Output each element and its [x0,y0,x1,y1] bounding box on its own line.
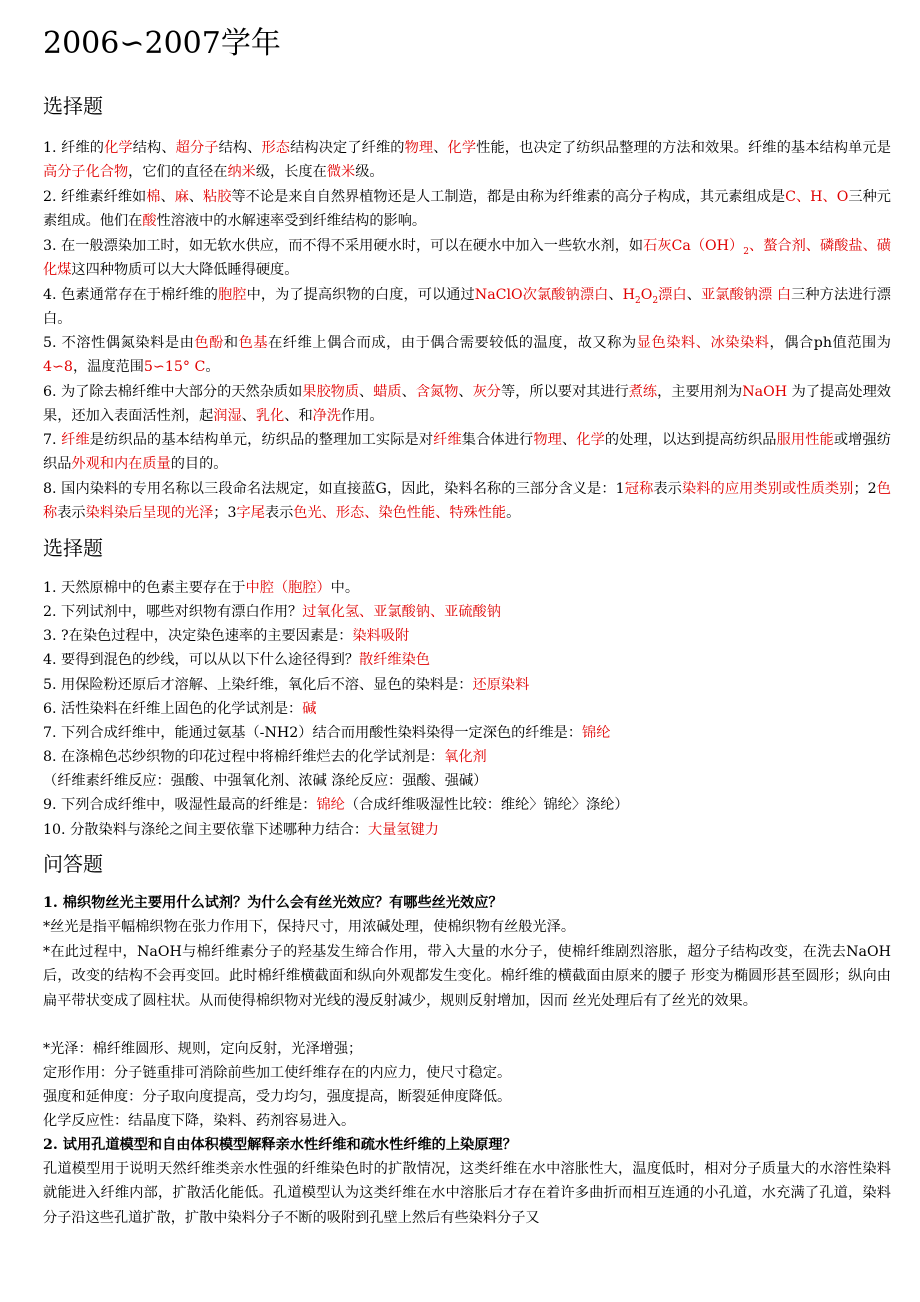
answer-run: 2 [743,246,749,257]
text-run: 结构决定了纤维的 [290,140,405,156]
answer-run: 染料吸附 [352,628,410,644]
answer-run: 2 [635,295,641,306]
text-run: 。 [506,505,521,522]
text-run: 、 [401,384,416,400]
text-run: *在此过程中，NaOH与棉纤维素分子的羟基发生缔合作用，带入大量的水分子，使棉纤维剧烈溶胀，超分子结构改变，在洗去NaOH后，改变的结构不会再变回。此时棉纤维横截面和纵向外观都发生变化。棉纤维的横截面由原来的腰子 形变为椭圆形甚至圆形；纵向由扁平带状变成了圆柱状。从而使得棉织物对光线的漫反射减少，规则反射增加，因而 丝光处理后有了丝光的效果。 [43,944,891,1009]
text-run: 、 [188,189,204,205]
answer-run: 果胶物质 [302,384,360,400]
text-run: 等不论是来自自然界植物还是人工制造，都是由称为纤维素的高分子构成，其元素组成是 [231,189,786,205]
text-run: 8. 在涤棉色芯纱织物的印花过程中将棉纤维烂去的化学试剂是： [43,749,445,765]
answer-run: 超分子 [175,140,219,156]
page-title: 2006∽2007学年 [43,26,281,61]
qa-answer-1d [43,1061,511,1085]
s1-item-8 [43,477,891,526]
s2-item-3 [43,624,409,648]
text-run: 等，所以要对其进行 [501,384,629,400]
answer-run: 过氧化氢、亚氯酸钠、亚硫酸钠 [302,604,501,620]
answer-run: 色称 [43,481,891,522]
s2-item-2 [43,600,501,624]
text-run: 、 [359,384,374,400]
text-run: 、和 [284,408,313,425]
text-run: 表示 [57,505,86,522]
text-run: ，偶合ph值范围为 [769,335,891,351]
text-run: 、 [561,432,577,448]
answer-run: 粘胶 [203,189,232,205]
text-run: 集合体进行 [461,432,534,448]
answer-run: 高分子化合物 [43,164,129,181]
s2-item-5 [43,673,529,697]
text-run: *光泽：棉纤维圆形、规则，定向反射，光泽增强； [43,1041,363,1057]
answer-run: 纤维 [61,432,90,448]
answer-run: 煮练 [628,384,658,400]
text-run: ，它们的直径在 [128,164,228,181]
answer-run: 锦纶 [582,725,611,741]
answer-run: 酸 [142,213,157,230]
text-run: 8. 国内染料的专用名称以三段命名法规定，如直接蓝G，因此，染料名称的三部分含义是：1 [43,481,625,497]
answer-run: 、 [748,238,764,254]
text-run: 级，长度在 [255,164,327,181]
text-run: 、 [160,189,175,205]
section-heading-choice-1: 选择题 [43,94,103,118]
text-run: 、 [686,287,701,303]
answer-run: 显色染料、冰染染料 [636,335,770,351]
text-run: 作用。 [341,408,384,425]
text-run: 4. 要得到混色的纱线，可以从以下什么途径得到？ [43,652,359,668]
answer-run: 净洗 [312,408,342,425]
answer-run: 4∽8 [43,359,73,376]
text-run: 1. 天然原棉中的色素主要存在于 [43,580,246,596]
answer-run: 2 [652,295,659,306]
answer-run: 棉 [146,189,161,205]
answer-run: 锦纶 [316,797,345,813]
answer-run: 石灰Ca（OH） [643,238,744,254]
section-heading-choice-2: 选择题 [43,536,103,560]
qa-answer-1e [43,1085,511,1109]
s1-item-4 [43,283,891,332]
text-run: 性能，也决定了纺织品整理的方法和效果。纤维的基本结构单元是 [476,140,891,156]
text-run: 中，为了提高织物的白度，可以通过 [246,287,475,303]
text-run: 6. 为了除去棉纤维中大部分的天然杂质如 [43,384,303,400]
answer-run: 物理 [533,432,562,448]
text-run: 10. 分散染料与涤纶之间主要依靠下述哪种力结合： [43,822,369,838]
text-run: 7. 下列合成纤维中，能通过氨基（-NH2）结合而用酸性染料染得一定深色的纤维是： [43,725,583,741]
text-run: ，温度范围 [72,359,144,376]
text-run: 是纺织品的基本结构单元，纺织品的整理加工实际是对 [89,432,434,448]
text-run: 和 [223,335,239,351]
qa-question-1 [43,891,503,915]
answer-run: 染料的应用类别或性质类别 [681,481,854,497]
answer-run: 纤维 [433,432,462,448]
qa-answer-1f [43,1109,355,1133]
answer-run: NaOH [742,384,788,400]
s2-item-7 [43,721,610,745]
answer-run: 含氮物 [415,384,459,400]
answer-run: NaClO次氯酸钠漂白 [474,287,609,303]
text-run: 性溶液中的水解速率受到纤维结构的影响。 [156,213,427,230]
text-run: 孔道模型用于说明天然纤维类亲水性强的纤维染色时的扩散情况，这类纤维在水中溶胀性大，温度低时，相对分子质量大的水溶性染料就能进入纤维内部，扩散活化能低。孔道模型认为这类纤维在水中溶胀后才存在着许多曲折而相互连通的小孔道，水充满了孔道，染料分子沿这些孔道扩散，扩散中染料分子不断的吸附到孔壁上然后有些染料分子又 [43,1161,891,1226]
text-run: 定形作用：分子链重排可消除前些加工使纤维存在的内应力，使尺寸稳定。 [43,1065,512,1081]
answer-run: 字尾 [236,505,265,522]
text-run: 三种元素组成。他们在 [43,189,891,230]
answer-run: 碱 [302,701,317,717]
answer-run: 螯合剂、磷酸盐、磺化煤 [43,238,891,279]
answer-run: 5∽15° C [143,359,206,376]
text-run: *丝光是指平幅棉织物在张力作用下，保持尺寸，用浓碱处理，使棉织物有丝般光泽。 [43,919,576,935]
s2-item-8-note [43,769,487,793]
text-run: 5. 用保险粉还原后才溶解、上染纤维，氧化后不溶、显色的染料是： [43,677,473,693]
text-run: 为了提高处理效果，还加入表面活性剂，起 [43,384,891,425]
text-run: 9. 下列合成纤维中，吸湿性最高的纤维是： [43,797,317,813]
text-run: 、 [458,384,473,400]
s1-item-3 [43,234,891,283]
text-run: 的处理，以达到提高纺织品 [604,432,777,448]
text-run: 3. 在一般漂染加工时，如无软水供应，而不得不采用硬水时，可以在硬水中加入一些软水剂，如 [43,238,644,254]
answer-run: C、H、O [785,189,849,205]
answer-run: 纳米 [227,164,256,181]
s2-item-6 [43,697,316,721]
text-run: 表示 [653,481,682,497]
text-run: 强度和延伸度：分子取向度提高，受力均匀，强度提高，断裂延伸度降低。 [43,1089,512,1105]
qa-answer-1a [43,915,575,939]
text-run: 在纤维上偶合而成，由于偶合需要较低的温度，故又称为 [268,335,637,351]
text-run: 结构、 [132,140,176,156]
text-run: 6. 活性染料在纤维上固色的化学试剂是： [43,701,303,717]
text-run: ，主要用剂为 [657,384,743,400]
answer-run: 散纤维染色 [359,652,430,668]
answer-run: 润湿 [213,408,242,425]
answer-run: 漂白 [658,287,687,303]
text-run: 、 [433,140,448,156]
qa-answer-1b [43,940,891,1013]
text-run: 级。 [355,164,384,181]
s1-item-7 [43,428,891,477]
text-run: 7. [43,432,62,448]
s1-item-6 [43,380,891,429]
text-run: 结构、 [218,140,262,156]
s1-item-5 [43,331,891,380]
section-heading-qa: 问答题 [43,852,103,876]
bold-run: 1. 棉织物丝光主要用什么试剂？为什么会有丝光效应？有哪些丝光效应？ [43,895,503,911]
text-run: ；2 [853,481,877,497]
text-run: 、 [241,408,256,425]
answer-run: 冠称 [624,481,654,497]
answer-run: 色光、形态、染色性能、特殊性能 [293,505,507,522]
text-run: 或增强纺织品 [43,432,891,473]
answer-run: 大量氢键力 [368,822,439,838]
qa-question-2 [43,1133,517,1157]
text-run: 5. 不溶性偶氮染料是由 [43,335,195,351]
answer-run: 化学 [104,140,133,156]
s2-item-9 [43,793,629,817]
answer-run: 外观和内在质量 [71,456,171,473]
s2-item-10 [43,818,439,842]
text-run: 2. 纤维素纤维如 [43,189,147,205]
text-run: 中。 [330,580,360,596]
text-run: 2. 下列试剂中，哪些对织物有漂白作用？ [43,604,303,620]
bold-run: 2. 试用孔道模型和自由体积模型解释亲水性纤维和疏水性纤维的上染原理？ [43,1137,517,1153]
answer-run: H [622,287,635,303]
text-run: ；3 [213,505,237,522]
text-run: 3. ?在染色过程中，决定染色速率的主要因素是： [43,628,353,644]
answer-run: 乳化 [255,408,285,425]
s2-item-8 [43,745,487,769]
text-run: （纤维素纤维反应：强酸、中强氧化剂、浓碱 涤纶反应：强酸、强碱） [43,773,488,789]
text-run: 4. 色素通常存在于棉纤维的 [43,287,219,303]
answer-run: 灰分 [472,384,501,400]
answer-run: 胞腔 [218,287,247,303]
text-run: 1. 纤维的 [43,140,105,156]
answer-run: 亚氯酸钠漂 白 [700,287,792,303]
answer-run: 染料染后呈现的光泽 [85,505,214,522]
text-run: 。 [205,359,220,376]
text-run: 三种方法进行漂白。 [43,287,891,328]
answer-run: 物理 [404,140,434,156]
qa-answer-2 [43,1157,891,1230]
answer-run: 化学 [576,432,605,448]
answer-run: 微米 [326,164,356,181]
s1-item-2 [43,185,891,234]
answer-run: 氧化剂 [444,749,487,765]
answer-run: 形态 [261,140,291,156]
text-run: 这四种物质可以大大降低睡得硬度。 [71,262,299,279]
text-run: 化学反应性：结晶度下降，染料、药剂容易进入。 [43,1113,356,1129]
answer-run: 服用性能 [776,432,834,448]
text-run: 的目的。 [170,456,228,473]
qa-answer-1c [43,1037,362,1061]
answer-run: 化学 [447,140,477,156]
answer-run: 中腔（胞腔） [245,580,331,596]
answer-run: 色酚 [194,335,224,351]
answer-run: 蜡质 [373,384,402,400]
answer-run: 色基 [238,335,269,351]
s2-item-1 [43,576,359,600]
answer-run: 还原染料 [472,677,530,693]
text-run: （合成纤维吸湿性比较：维纶〉锦纶〉涤纶） [344,797,629,813]
s2-item-4 [43,648,430,672]
s1-item-1 [43,136,891,185]
text-run: 表示 [264,505,294,522]
answer-run: 麻 [174,189,189,205]
answer-run: O [640,287,653,303]
text-run: 、 [608,287,623,303]
